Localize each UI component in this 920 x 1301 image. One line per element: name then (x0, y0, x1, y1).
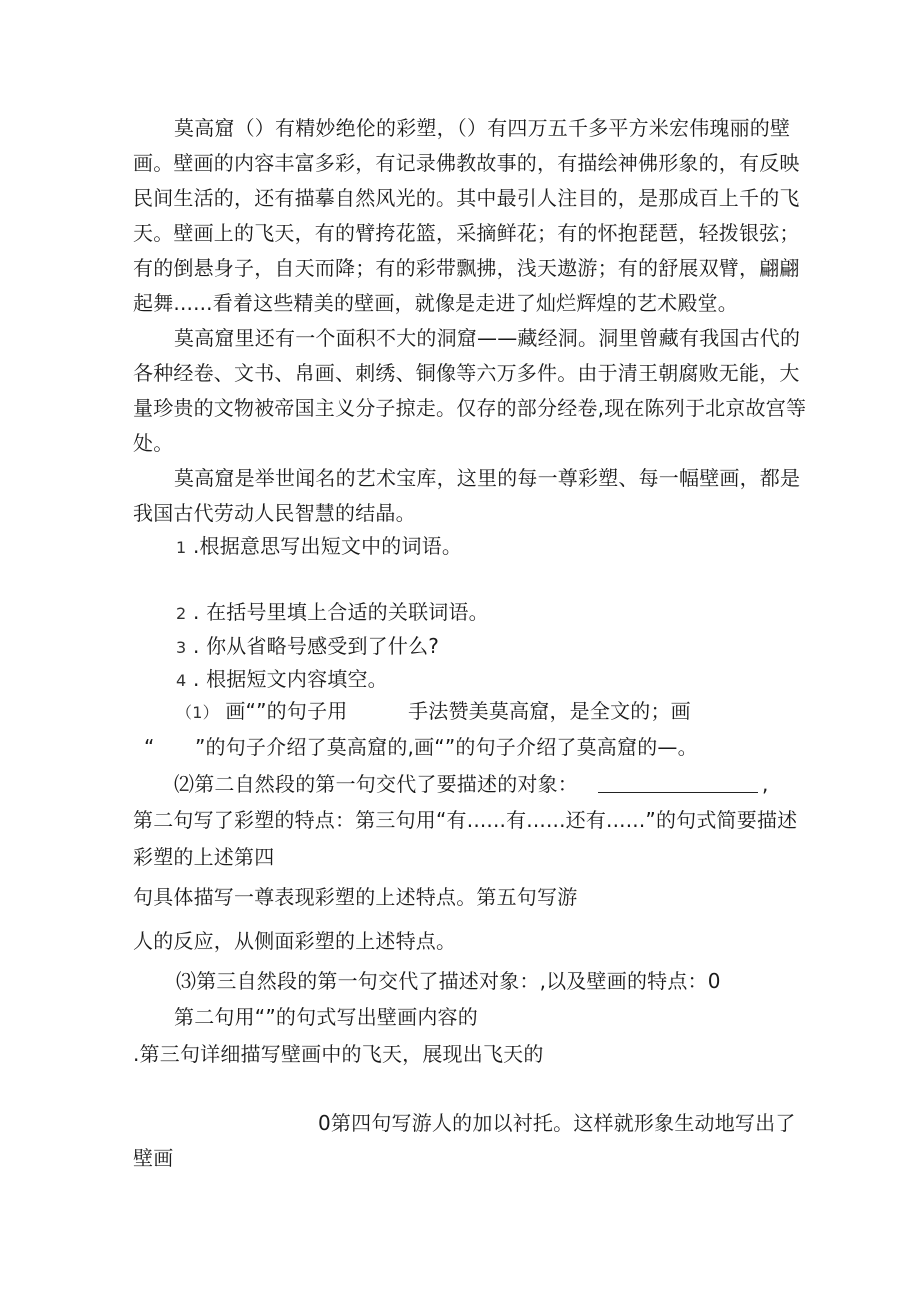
subquestion-1-continued: “ ”的句子介绍了莫高窟的,画“”的句子介绍了莫高窟的—。 (144, 735, 698, 759)
question-3-number: 3 (176, 638, 187, 657)
subquestion-1 (176, 697, 691, 727)
paragraph-1-line-3: 民间生活的，还有描摹自然风光的。其中最引人注目的，是那成百上千的飞 (133, 186, 800, 210)
subquestion-3-line-5: 壁画 (133, 1146, 174, 1170)
question-4-number: 4 (176, 671, 187, 690)
paragraph-3-line-2: 我国古代劳动人民智慧的结晶。 (133, 501, 416, 525)
paragraph-2-line-4: 处。 (133, 431, 174, 455)
paragraph-2-line-2: 各种经卷、文书、帛画、刺绣、铜像等六万多件。由于清王朝腐败无能，大 (133, 361, 800, 385)
question-4-text: . 根据短文内容填空。 (192, 667, 388, 691)
subquestion-2-line-5: 人的反应，从侧面彩塑的上述特点。 (133, 929, 457, 953)
subquestion-3-line-3: .第三句详细描写壁画中的飞天，展现出飞天的 (133, 1042, 544, 1066)
subquestion-3-line-4: 0第四句写游人的加以衬托。这样就形象生动地写出了 (318, 1111, 796, 1135)
paragraph-1-line-2: 画。壁画的内容丰富多彩，有记录佛教故事的，有描绘神佛形象的，有反映 (133, 151, 800, 175)
question-1 (176, 532, 462, 562)
question-3-text: . 你从省略号感受到了什么? (192, 634, 440, 658)
question-2 (176, 598, 489, 628)
subquestion-3-line-2: 第二句用“”的句式写出壁画内容的 (174, 1005, 478, 1029)
subquestion-2-line-2: 第二句写了彩塑的特点：第三句用“有......有......还有......”的句式简要描述 (133, 808, 798, 832)
question-4 (176, 665, 388, 695)
question-2-number: 2 (176, 604, 187, 623)
subquestion-3: ⑶第三自然段的第一句交代了描述对象：,以及壁画的特点：0 (176, 969, 721, 993)
subquestion-1-number: （1） (176, 703, 219, 722)
question-2-text: . 在括号里填上合适的关联词语。 (192, 600, 489, 624)
paragraph-1-line-4: 天。壁画上的飞天，有的臂挎花篮，采摘鲜花；有的怀抱琵琶，轻拨银弦； (133, 221, 800, 245)
question-1-number: 1 (176, 538, 187, 557)
paragraph-2-line-1: 莫高窟里还有一个面积不大的洞窟——藏经洞。洞里曾藏有我国古代的 (174, 326, 801, 350)
subquestion-2-line-3: 彩塑的上述第四 (133, 845, 275, 869)
subquestion-2-line-4: 句具体描写一尊表现彩塑的上述特点。第五句写游 (133, 885, 578, 909)
paragraph-2-line-3: 量珍贵的文物被帝国主义分子掠走。仅存的部分经卷,现在陈列于北京故宫等 (133, 396, 807, 420)
paragraph-1-line-6: 起舞......看着这些精美的壁画，就像是走进了灿烂辉煌的艺术殿堂。 (133, 291, 738, 315)
subquestion-1-text: 画“”的句子用 手法赞美莫高窟，是全文的；画 (225, 699, 691, 723)
paragraph-3-line-1: 莫高窟是举世闻名的艺术宝库，这里的每一尊彩塑、每一幅壁画，都是 (174, 466, 801, 490)
subquestion-2 (174, 770, 769, 798)
answer-blank[interactable] (598, 772, 758, 793)
subquestion-2-text: ⑵第二自然段的第一句交代了要描述的对象： (174, 772, 578, 796)
paragraph-1-line-5: 有的倒悬身子，自天而降；有的彩带飘拂，浅天遨游；有的舒展双臂，翩翩 (133, 256, 800, 280)
question-3 (176, 632, 439, 662)
paragraph-1-line-1: 莫高窟（）有精妙绝伦的彩塑，（）有四万五千多平方米宏伟瑰丽的壁 (174, 116, 791, 140)
subquestion-2-comma: , (762, 772, 769, 796)
question-1-text: .根据意思写出短文中的词语。 (192, 534, 463, 558)
